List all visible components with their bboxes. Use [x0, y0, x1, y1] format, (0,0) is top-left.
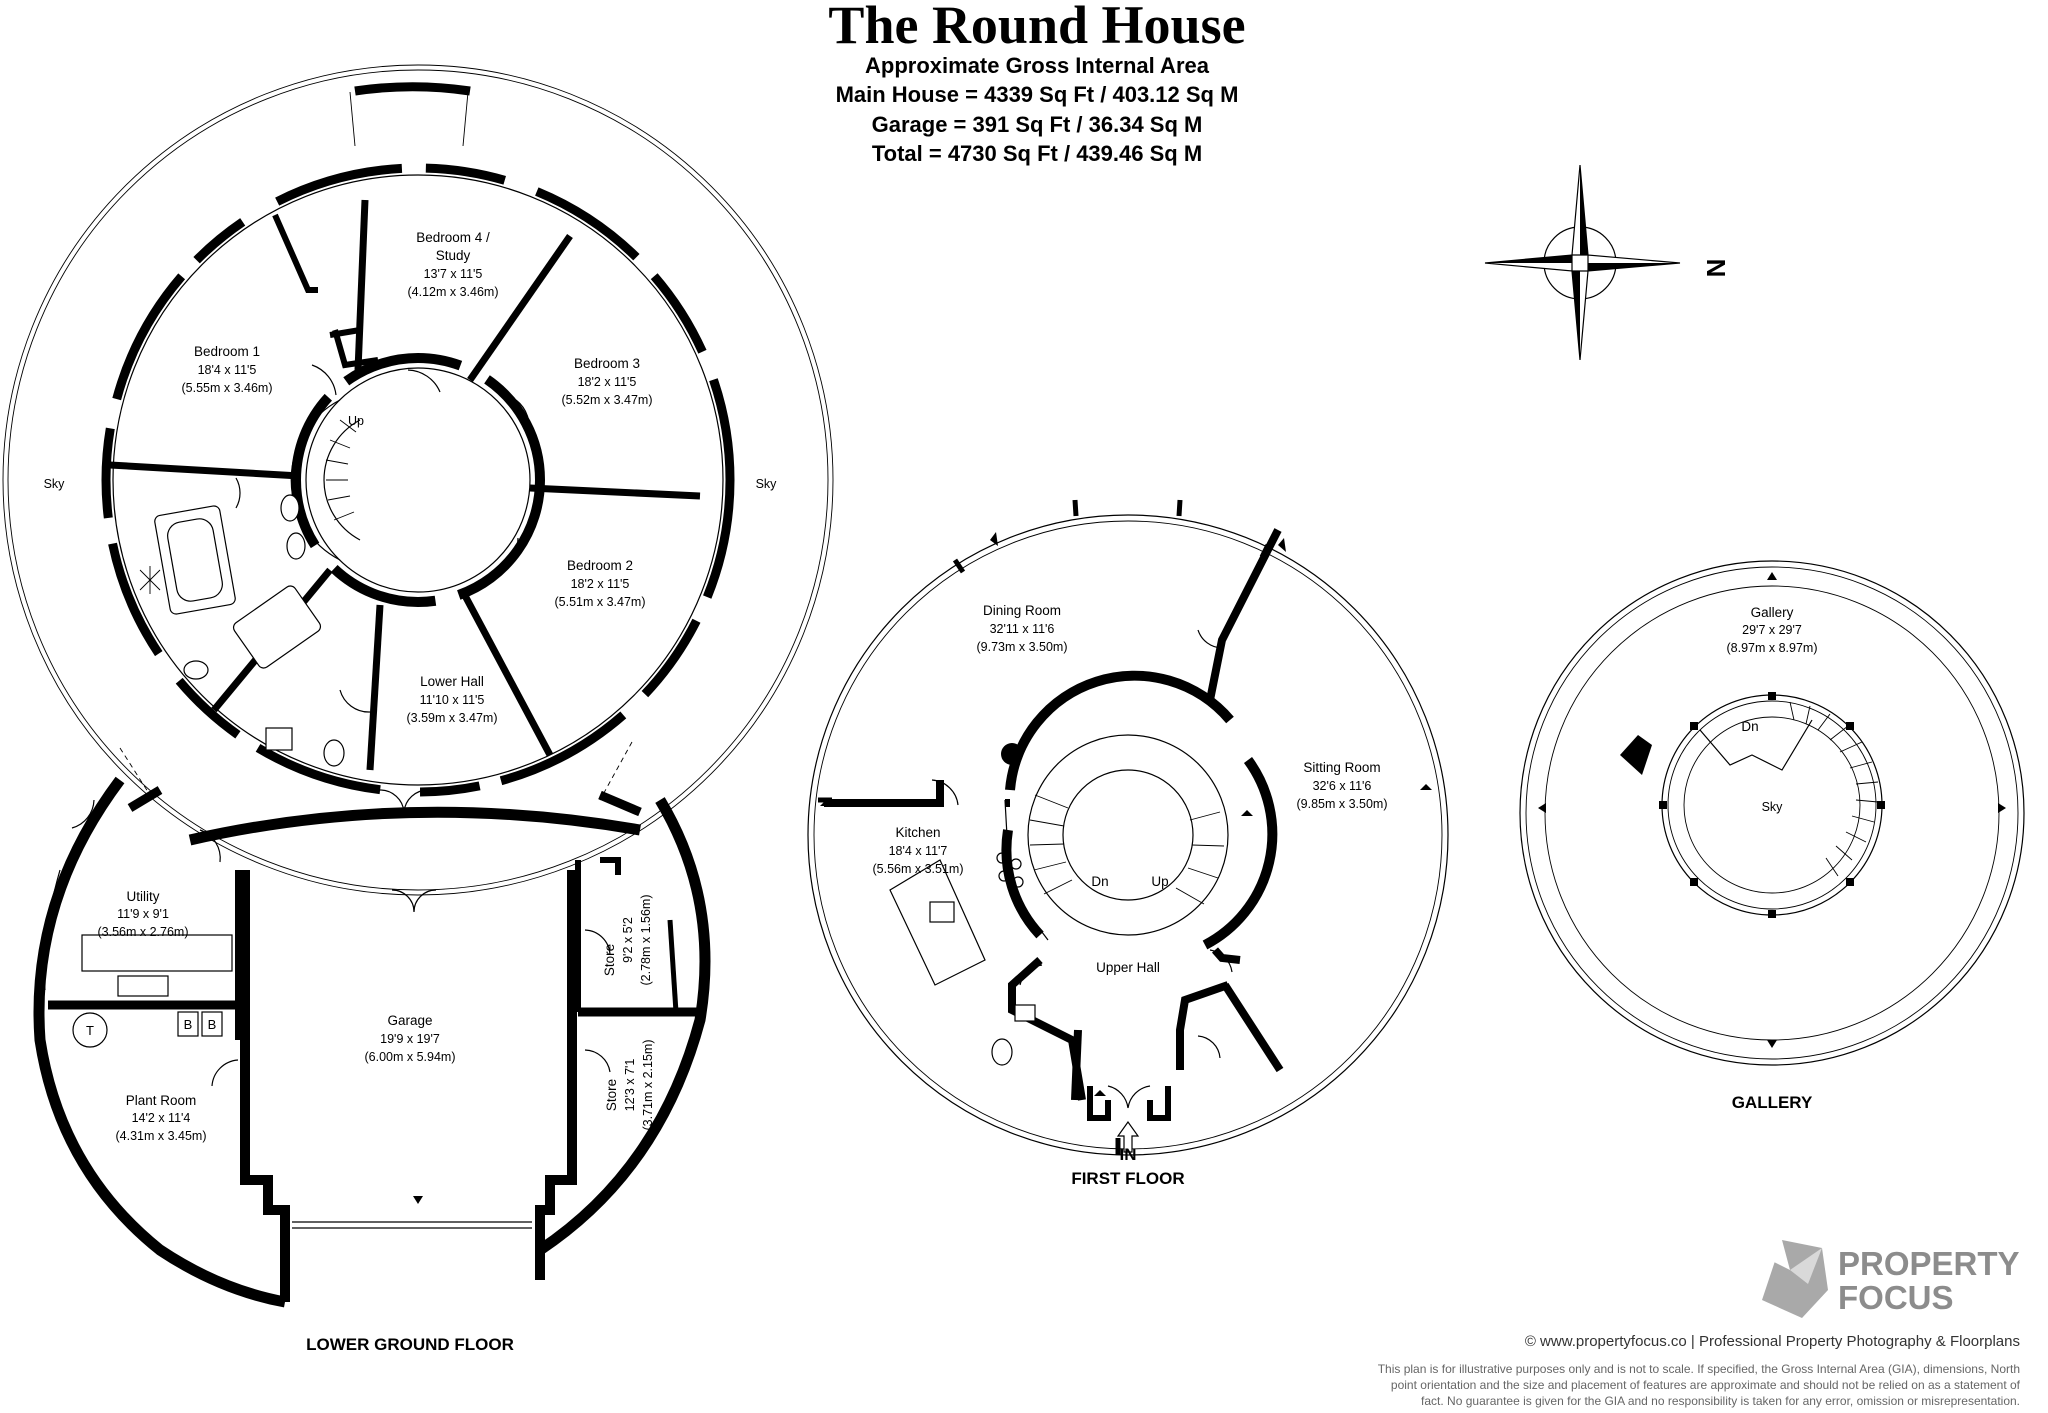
store-corner-wall — [600, 795, 640, 812]
ff-entrance-doors — [1108, 1086, 1150, 1108]
basin-1 — [281, 495, 299, 521]
bedroom3-dim-metric: (5.52m x 3.47m) — [561, 393, 653, 407]
ff-wc-right-outer — [1225, 985, 1280, 1070]
gallery-dim-metric: (8.97m x 8.97m) — [1726, 641, 1818, 655]
ff-newel-post — [1001, 743, 1023, 765]
utility-name: Utility — [126, 889, 160, 904]
area-total: Total = 4730 Sq Ft / 439.46 Sq M — [871, 141, 1203, 166]
bedroom4-name-1: Bedroom 4 / — [416, 230, 490, 245]
lower-hall-dim-metric: (3.59m x 3.47m) — [406, 711, 498, 725]
plant-room-dim-metric: (4.31m x 3.45m) — [115, 1129, 207, 1143]
garage-dim-imperial: 19'9 x 19'7 — [380, 1032, 440, 1046]
store-nib — [600, 860, 618, 875]
main-outer-wall-inner-line — [113, 175, 723, 785]
boiler-fixture-2-label: B — [207, 1017, 217, 1032]
property-focus-logo — [1762, 1240, 2020, 1318]
lg-stair-up-label: Up — [348, 414, 364, 428]
gallery-stair-dn-label: Dn — [1741, 719, 1759, 734]
upper-hall-name: Upper Hall — [1096, 960, 1160, 975]
logo-line-1: PROPERTY — [1838, 1245, 2020, 1282]
wall-hall-left — [370, 605, 380, 770]
bedroom2-name: Bedroom 2 — [566, 558, 634, 573]
first-floor-label: FIRST FLOOR — [1071, 1169, 1185, 1188]
store-upper-label — [602, 894, 653, 985]
ff-wc-left-wall — [1012, 960, 1082, 1100]
garage-dim-metric: (6.00m x 5.94m) — [364, 1050, 456, 1064]
disclaimer-line-2: point orientation and the size and placement of features are approximate and should not be relied on as a statement of — [1390, 1378, 2020, 1392]
store-cupboard-wall — [670, 920, 676, 1012]
garage-door-marker — [413, 1196, 423, 1204]
ff-wc-left-inner — [1075, 1030, 1078, 1100]
ff-core-inner — [1028, 735, 1228, 935]
sitting-room-dim-metric: (9.85m x 3.50m) — [1296, 797, 1388, 811]
bedroom2-dim-imperial: 18'2 x 11'5 — [570, 577, 630, 591]
ff-stair-treads — [1030, 795, 1224, 904]
bedroom3-dim-imperial: 18'2 x 11'5 — [577, 375, 637, 389]
ff-cloak-door — [1198, 1036, 1220, 1058]
ff-wall-dining-kitchen — [824, 780, 940, 803]
store-upper-dim-metric: (2.78m x 1.56m) — [639, 894, 653, 986]
garage-right-wall — [540, 870, 572, 1280]
tank-fixture-label: T — [86, 1023, 94, 1038]
plant-room-name: Plant Room — [125, 1093, 197, 1108]
header — [828, 0, 1245, 166]
disclaimer-line-1: This plan is for illustrative purposes only and is not to scale. If specified, the Gross Internal Area (GIA), dimensions, North — [1377, 1362, 2020, 1376]
ff-wc-right-wall — [1180, 985, 1228, 1070]
toilet-bathroom — [184, 661, 208, 679]
store-upper-dim-imperial: 9'2 x 5'2 — [621, 917, 635, 963]
kitchen-sink — [930, 902, 954, 922]
ff-hall-right-wall — [1215, 950, 1240, 960]
basin-ensuite — [266, 728, 292, 750]
sitting-room-name: Sitting Room — [1303, 760, 1381, 775]
store-lower-dim-imperial: 12'3 x 7'1 — [623, 1058, 637, 1112]
branding — [1378, 1240, 2021, 1408]
utility-dim-metric: (3.56m x 2.76m) — [97, 925, 189, 939]
bath-tub — [154, 505, 236, 615]
terrace-divider-right — [463, 92, 468, 146]
bedroom1-dim-metric: (5.55m x 3.46m) — [181, 381, 273, 395]
sitting-room-dim-imperial: 32'6 x 11'6 — [1312, 779, 1372, 793]
disclaimer-line-3: fact. No guarantee is given for the GIA and no responsibility is taken for any error, omission or misrepresentation. — [1421, 1394, 2020, 1408]
wall-bed2-hall — [462, 590, 550, 755]
area-subtitle: Approximate Gross Internal Area — [865, 53, 1209, 78]
lower-hall-name: Lower Hall — [420, 674, 484, 689]
compass — [1485, 165, 1731, 360]
logo-line-2: FOCUS — [1838, 1279, 1954, 1316]
compass-north-label: N — [1701, 258, 1731, 278]
ff-core-wall-top — [1010, 676, 1230, 790]
radial-partitions — [110, 200, 700, 770]
door-ensuite — [340, 690, 370, 712]
store-lower-dim-metric: (3.71m x 2.15m) — [641, 1039, 655, 1131]
door-swings-upper — [236, 365, 529, 712]
utility-sink — [118, 976, 168, 996]
lower-ground-floor-label: LOWER GROUND FLOOR — [306, 1335, 514, 1354]
link-dash-left — [120, 748, 150, 795]
bedroom4-name-2: Study — [435, 248, 471, 263]
ff-core-void — [1063, 770, 1193, 900]
page-title: The Round House — [828, 0, 1246, 55]
lower-ground-floor — [3, 65, 833, 1354]
ff-stair-dn-label: Dn — [1091, 874, 1109, 889]
toilet-ensuite — [324, 740, 344, 766]
gallery-chair — [1620, 735, 1652, 775]
terrace-top-wall — [355, 87, 470, 91]
ff-entrance-label: IN — [1119, 1145, 1137, 1164]
first-floor — [808, 500, 1448, 1188]
wall-bed1-bath — [110, 465, 300, 476]
shower-tray — [140, 566, 160, 594]
gallery-floor-label: GALLERY — [1731, 1093, 1813, 1112]
dining-room-name: Dining Room — [982, 603, 1062, 618]
utility-worktop — [82, 935, 232, 971]
closet-wall-a — [275, 215, 318, 290]
bedroom4-dim-metric: (4.12m x 3.46m) — [407, 285, 499, 299]
gallery-dim-imperial: 29'7 x 29'7 — [1742, 623, 1802, 637]
ff-core-wall-right — [1205, 760, 1272, 945]
lower-hall-dim-imperial: 11'10 x 11'5 — [419, 693, 485, 707]
utility-dim-imperial: 11'9 x 9'1 — [117, 907, 169, 921]
garage-left-wall — [245, 870, 285, 1302]
copyright-line: © www.propertyfocus.co | Professional Property Photography & Floorplans — [1524, 1333, 2020, 1350]
ff-wc-basin — [1015, 1005, 1035, 1021]
plant-room-dim-imperial: 14'2 x 11'4 — [131, 1111, 191, 1125]
store-lower-label — [604, 1039, 655, 1130]
terrace-outer-ring-inner — [8, 70, 828, 890]
bedroom3-name: Bedroom 3 — [573, 356, 641, 371]
ff-wall-dining-sitting — [1210, 530, 1278, 700]
store-door-lower — [585, 1050, 610, 1072]
link-dash-right — [600, 742, 632, 800]
gallery-sky-label: Sky — [1761, 800, 1783, 814]
wall-bed4-left — [358, 200, 365, 370]
ff-entrance-right-jamb — [1150, 1086, 1168, 1118]
ff-window-markers — [820, 532, 1432, 1096]
dining-room-dim-metric: (9.73m x 3.50m) — [976, 640, 1068, 654]
ff-stair-up-label: Up — [1151, 874, 1169, 889]
door-bath — [236, 478, 240, 508]
garage-top-arc-wall — [190, 812, 640, 840]
bedroom1-dim-imperial: 18'4 x 11'5 — [197, 363, 257, 377]
plant-room-door — [212, 1060, 238, 1086]
bedroom2-dim-metric: (5.51m x 3.47m) — [554, 595, 646, 609]
gallery-stair-treads — [1790, 702, 1878, 876]
bedroom1-name: Bedroom 1 — [193, 344, 261, 359]
ff-entrance-left-jamb — [1090, 1086, 1108, 1118]
ff-wc-toilet — [992, 1039, 1012, 1065]
dining-room-dim-imperial: 32'11 x 11'6 — [989, 622, 1055, 636]
door-bed4 — [408, 370, 440, 392]
bedroom4-dim-imperial: 13'7 x 11'5 — [423, 267, 483, 281]
ff-outer-wall-stubs — [818, 500, 1268, 1155]
store-lower-name: Store — [604, 1078, 619, 1112]
garage-entry-doors — [392, 890, 436, 912]
boiler-fixture-1-label: B — [183, 1017, 193, 1032]
gallery-floor — [1520, 561, 2024, 1112]
kitchen-dim-imperial: 18'4 x 11'7 — [888, 844, 948, 858]
kitchen-name: Kitchen — [895, 825, 941, 840]
wall-bed3-bed2 — [530, 488, 700, 496]
wall-bed4-bed3 — [470, 236, 570, 380]
terrace-divider-left — [350, 92, 355, 146]
area-main-house: Main House = 4339 Sq Ft / 403.12 Sq M — [835, 82, 1239, 107]
store-upper-name: Store — [602, 943, 617, 977]
main-outer-wall — [106, 168, 730, 792]
sky-left-label: Sky — [43, 477, 65, 491]
kitchen-dim-metric: (5.56m x 3.51m) — [872, 862, 964, 876]
area-garage: Garage = 391 Sq Ft / 36.34 Sq M — [871, 112, 1203, 137]
terrace-outer-ring — [3, 65, 833, 895]
gallery-name: Gallery — [1750, 605, 1794, 620]
sky-right-label: Sky — [755, 477, 777, 491]
garage-name: Garage — [387, 1013, 433, 1028]
door-bed1 — [312, 365, 336, 395]
basin-2 — [287, 533, 305, 559]
